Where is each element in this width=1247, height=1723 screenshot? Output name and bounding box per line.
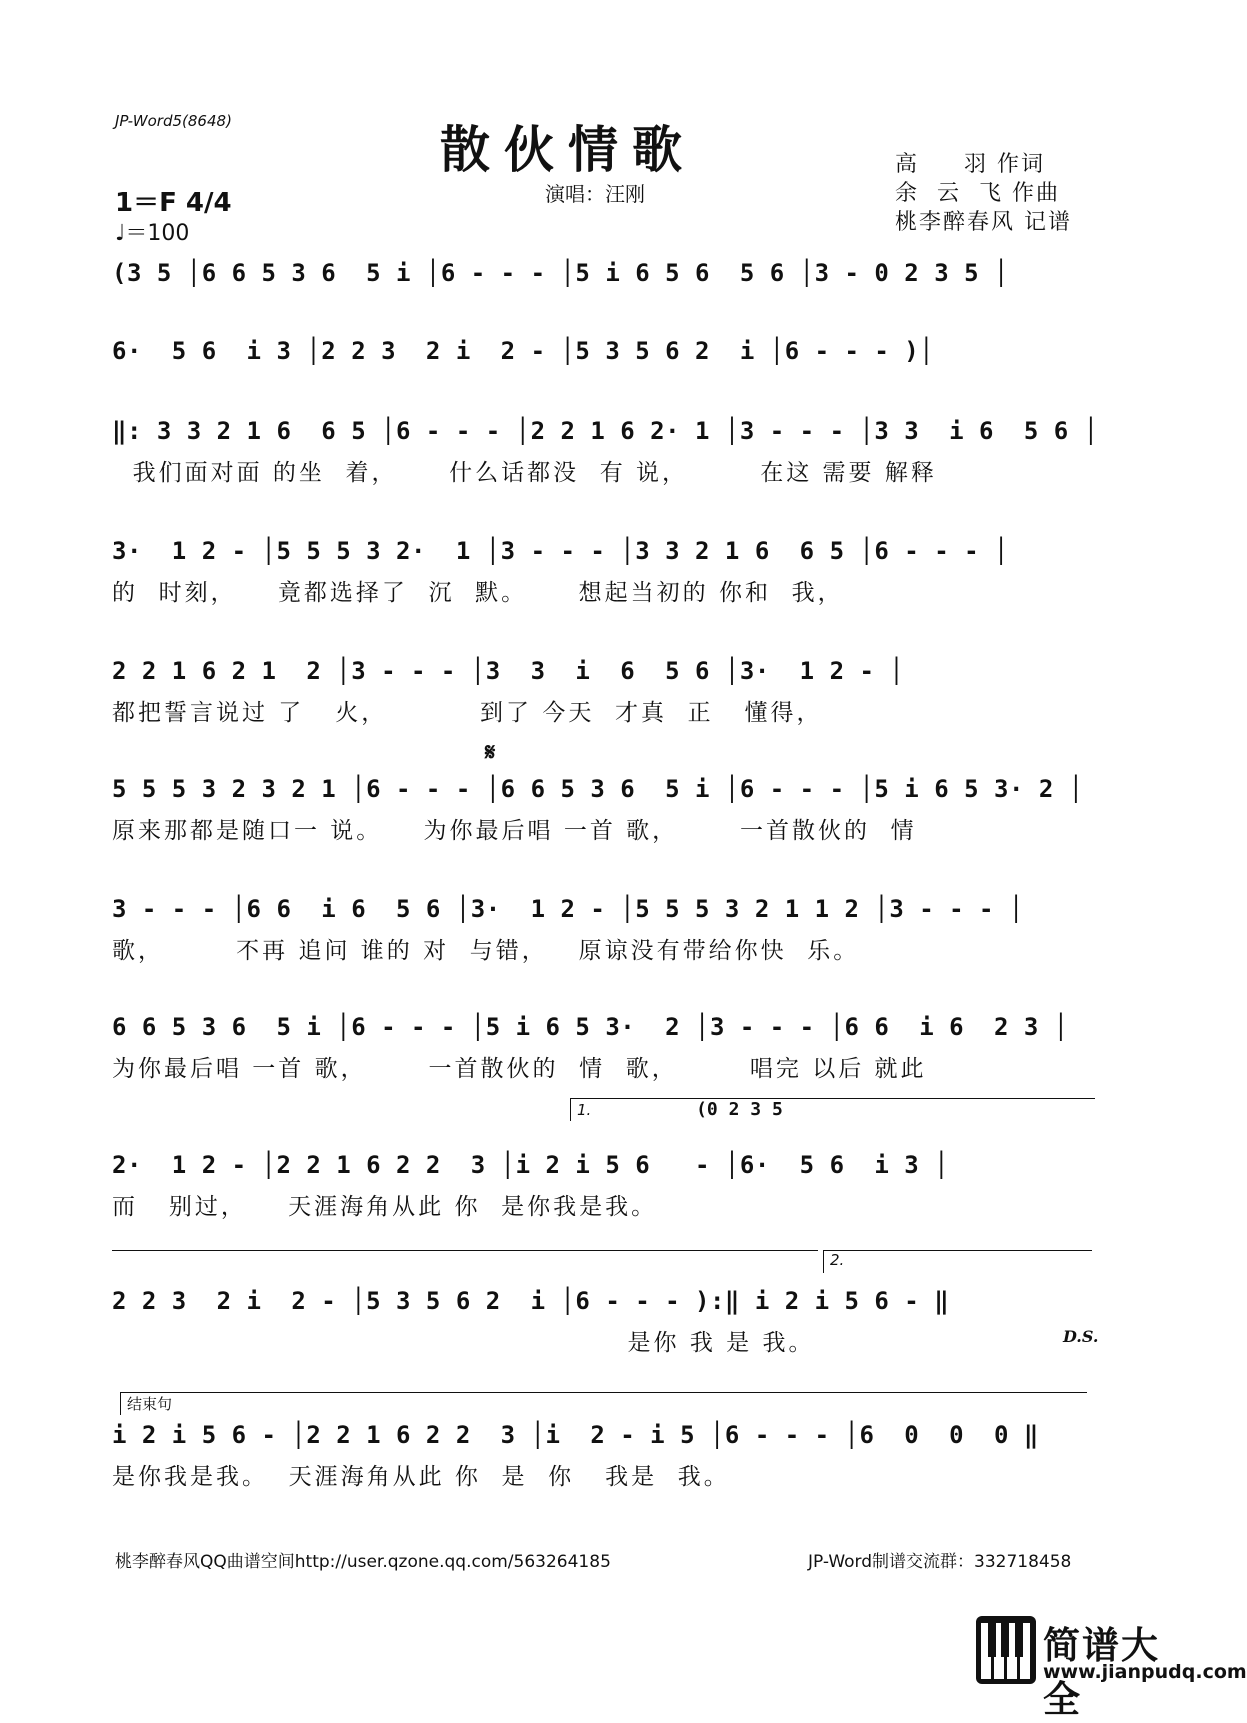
notes: 2 2 1 6 2 1 2 │3 - - - │3 3 i 6 5 6 │3· 1 2 - │ <box>112 657 905 685</box>
lyrics: 是你我是我。 天涯海角从此 你 是 你 我是 我。 <box>112 1464 730 1490</box>
brand-logo <box>975 1615 1247 1721</box>
segno-sign: 𝄋 <box>485 738 496 766</box>
staff-row-10 <box>112 1286 1092 1396</box>
tempo-marking: ♩＝100 <box>115 221 190 246</box>
notes: i 2 i 5 6 - │2 2 1 6 2 2 3 │i 2 - i 5 │6 - - - │6 0 0 0 ‖ <box>112 1421 1039 1449</box>
staff-row-9 <box>112 1150 1092 1260</box>
lyrics: 我们面对面 的坐 着， 什么话都没 有 说， 在这 需要 解释 <box>112 460 937 486</box>
brand-name: 简谱大全 <box>1043 1624 1160 1721</box>
volta-2 <box>823 1250 1092 1273</box>
volta-1-continued <box>112 1250 818 1273</box>
footer-group-info: JP-Word制谱交流群：332718458 <box>808 1552 1072 1572</box>
staff-row-5 <box>112 656 1092 766</box>
lyrics: 而 别过， 天涯海角从此 你 是你我是我。 <box>112 1194 658 1220</box>
volta-1 <box>570 1098 1095 1121</box>
brand-url[interactable]: www.jianpudq.com <box>1043 1661 1247 1683</box>
ending-bracket <box>120 1392 1087 1415</box>
key-signature: 1＝F 4/4 <box>115 188 232 218</box>
notes: 2· 1 2 - │2 2 1 6 2 2 3 │i 2 i 5 6 - │6· 5 6 i 3 │ <box>112 1151 950 1179</box>
lyrics: 歌， 不再 追问 谁的 对 与错， 原谅没有带给你快 乐。 <box>112 938 860 964</box>
notes: 6· 5 6 i 3 │2 2 3 2 i 2 - │5 3 5 6 2 i │6 - - - )│ <box>112 337 935 365</box>
notes: ‖: 3 3 2 1 6 6 5 │6 - - - │2 2 1 6 2· 1 │3 - - - │3 3 i 6 5 6 │ <box>112 417 1099 445</box>
volta-2-label: 2. <box>830 1251 845 1269</box>
notes: (3 5 │6 6 5 3 6 5 i │6 - - - │5 i 6 5 6 5 6 │3 - 0 2 3 5 │ <box>112 259 1009 287</box>
footer-source-link[interactable]: 桃李醉春风QQ曲谱空间http://user.qzone.qq.com/563264185 <box>115 1552 611 1572</box>
composer: 余 云 飞 作曲 <box>895 181 1060 206</box>
lyricist: 高 羽 作词 <box>895 152 1045 177</box>
volta-1-intro: (0 2 3 5 <box>696 1099 783 1120</box>
credits <box>895 150 1072 237</box>
notes: 2 2 3 2 i 2 - │5 3 5 6 2 i │6 - - - ):‖ i 2 i 5 6 - ‖ <box>112 1287 950 1315</box>
piano-icon <box>975 1615 1037 1685</box>
staff-row-11 <box>112 1420 1092 1530</box>
notes: 3 - - - │6 6 i 6 5 6 │3· 1 2 - │5 5 5 3 2 1 1 2 │3 - - - │ <box>112 895 1024 923</box>
notes: 3· 1 2 - │5 5 5 3 2· 1 │3 - - - │3 3 2 1 6 6 5 │6 - - - │ <box>112 537 1009 565</box>
ending-label: 结束句 <box>127 1395 173 1413</box>
song-title: 散伙情歌 <box>440 121 696 179</box>
lyrics: 是你 我 是 我。 <box>112 1330 815 1356</box>
staff-row-3 <box>112 416 1099 526</box>
notes: 6 6 5 3 6 5 i │6 - - - │5 i 6 5 3· 2 │3 - - - │6 6 i 6 2 3 │ <box>112 1013 1069 1041</box>
staff-row-4 <box>112 536 1092 646</box>
notes: 5 5 5 3 2 3 2 1 │6 - - - │6 6 5 3 6 5 i │6 - - - │5 i 6 5 3· 2 │ <box>112 775 1084 803</box>
lyrics: 为你最后唱 一首 歌， 一首散伙的 情 歌， 唱完 以后 就此 <box>112 1056 927 1082</box>
transcriber: 桃李醉春风 记谱 <box>895 210 1072 235</box>
volta-1-label: 1. <box>577 1101 592 1119</box>
app-tag: JP-Word5(8648) <box>115 112 232 130</box>
staff-row-7 <box>112 894 1092 1004</box>
lyrics: 原来那都是随口一 说。 为你最后唱 一首 歌， 一首散伙的 情 <box>112 818 917 844</box>
lyrics: 的 时刻， 竟都选择了 沉 默。 想起当初的 你和 我， <box>112 580 844 606</box>
lyrics: 都把誓言说过 了 火， 到了 今天 才真 正 懂得， <box>112 700 823 726</box>
staff-row-6 <box>112 774 1092 884</box>
ds-marking: D.S. <box>1063 1327 1099 1346</box>
singer: 演唱：汪刚 <box>545 182 645 206</box>
